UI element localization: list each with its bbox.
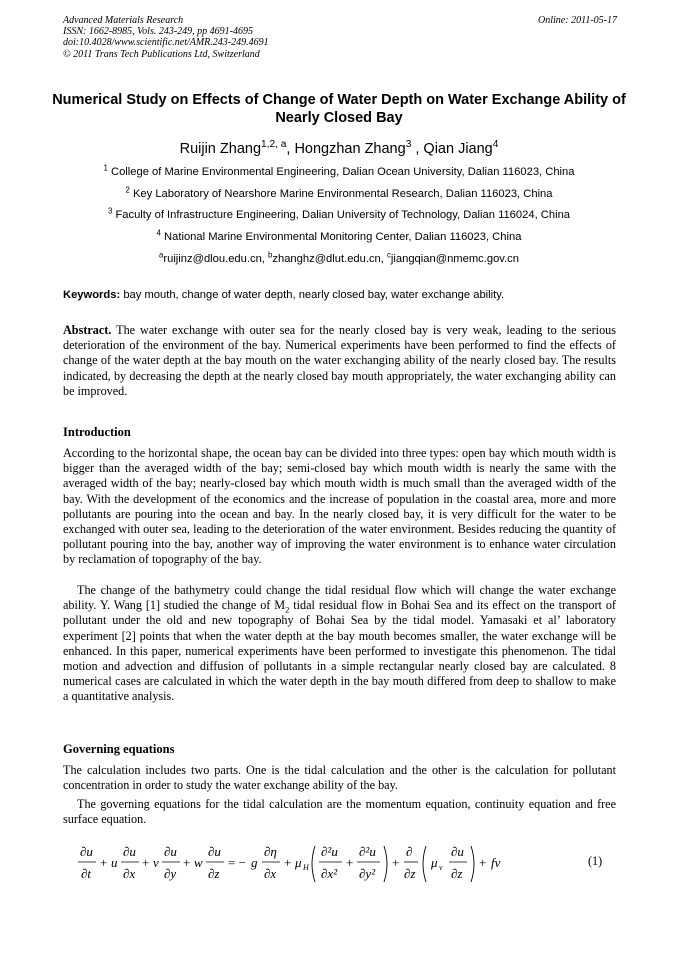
affiliation xyxy=(0,185,678,200)
svg-text:μ: μ xyxy=(431,855,438,870)
svg-text:∂x: ∂x xyxy=(123,866,136,881)
email-address[interactable]: jiangqian@nmemc.gov.cn xyxy=(390,253,519,265)
author-name: Qian Jiang xyxy=(423,141,493,157)
paper-title: Numerical Study on Effects of Change of Water Depth on Water Exchange Ability of Nearly Closed Bay xyxy=(52,92,626,126)
author-name: Hongzhan Zhang xyxy=(294,141,406,157)
affiliation-number: 3 xyxy=(107,206,113,216)
svg-text:∂y²: ∂y² xyxy=(359,866,376,881)
svg-text:v: v xyxy=(439,863,443,872)
svg-text:∂u: ∂u xyxy=(164,844,177,859)
governing-paragraph-1: The calculation includes two parts. One is the tidal calculation and the other is the calculation for pollutant concentration in order to study the water exchange ability of the bay. xyxy=(63,763,616,793)
author-separator: , xyxy=(286,141,295,157)
momentum-equation xyxy=(78,838,618,888)
email-mark: b xyxy=(268,250,273,260)
intro-paragraph-2 xyxy=(63,583,616,705)
svg-text:∂²u: ∂²u xyxy=(359,844,376,859)
svg-text:+: + xyxy=(392,855,400,870)
svg-text:= −: = − xyxy=(228,855,246,870)
svg-text:fv: fv xyxy=(491,855,501,870)
svg-text:∂u: ∂u xyxy=(80,844,93,859)
author-affiliation-mark: 1,2, a xyxy=(261,139,287,151)
svg-text:∂²u: ∂²u xyxy=(321,844,338,859)
email-line xyxy=(0,250,678,265)
svg-text:∂u: ∂u xyxy=(208,844,221,859)
author-name: Ruijin Zhang xyxy=(179,141,262,157)
m2-subscript: 2 xyxy=(285,604,290,615)
svg-text:∂: ∂ xyxy=(406,844,413,859)
section-heading-governing-equations: Governing equations xyxy=(63,742,175,756)
svg-text:w: w xyxy=(194,855,203,870)
author-affiliation-mark: 3 xyxy=(405,139,412,151)
keywords xyxy=(63,289,617,301)
doi-line: doi:10.4028/www.scientific.net/AMR.243-249.4691 xyxy=(63,37,269,49)
intro-paragraph-1: According to the horizontal shape, the ocean bay can be divided into three types: open bay which mouth width is bigger than the averaged width of the bay; semi-closed bay which mouth width is nearly the same with the averaged width of the bay; nearly-closed bay which mouth width is much small than the averaged width of the bay. With the development of the economics and the increase of population in the coastal area, more and more pollutants are pouring into the ocean and bay. In the nearly closed bay, it is very difficult for the water to be exchanged with outer sea, leading to the deterioration of the water environment. Besides reducing the quantity of pollutant pouring into the bay, another way of improving the water environment is to enhance water circulation by reclamation of topography of the bay. xyxy=(63,446,616,567)
email-mark: a xyxy=(159,250,164,260)
svg-text:+: + xyxy=(183,855,191,870)
keywords-text: bay mouth, change of water depth, nearly closed bay, water exchange ability. xyxy=(123,289,505,301)
svg-text:+: + xyxy=(479,855,487,870)
svg-text:H: H xyxy=(303,863,309,872)
section-heading-introduction: Introduction xyxy=(63,425,131,439)
svg-text:g: g xyxy=(251,855,258,870)
svg-text:∂z: ∂z xyxy=(208,866,220,881)
svg-text:+: + xyxy=(284,855,292,870)
svg-text:+: + xyxy=(346,855,354,870)
abstract-label: Abstract. xyxy=(63,323,112,337)
author-list xyxy=(0,141,678,157)
affiliation-text: Faculty of Infrastructure Engineering, Dalian University of Technology, Dalian 116024, China xyxy=(115,209,571,221)
email-mark: c xyxy=(387,250,391,260)
svg-text:∂z: ∂z xyxy=(404,866,416,881)
svg-text:v: v xyxy=(153,855,159,870)
svg-text:∂t: ∂t xyxy=(81,866,92,881)
svg-text:+: + xyxy=(142,855,150,870)
author-separator: , xyxy=(411,141,424,157)
svg-text:∂η: ∂η xyxy=(264,844,277,859)
affiliation-number: 4 xyxy=(156,228,161,238)
svg-text:∂u: ∂u xyxy=(123,844,136,859)
author-affiliation-mark: 4 xyxy=(492,139,499,151)
affiliation xyxy=(0,206,678,221)
svg-text:u: u xyxy=(111,855,118,870)
journal-name: Advanced Materials Research xyxy=(63,15,184,26)
affiliation-number: 2 xyxy=(125,185,130,195)
affiliation-text: Key Laboratory of Nearshore Marine Environmental Research, Dalian 116023, China xyxy=(132,188,553,200)
issn-line: ISSN: 1662-8985, Vols. 243-249, pp 4691-4695 xyxy=(63,26,253,38)
equation-number: (1) xyxy=(588,854,603,868)
affiliation xyxy=(0,163,678,178)
affiliation xyxy=(0,228,678,243)
svg-text:∂x²: ∂x² xyxy=(321,866,338,881)
intro-p2-text: The change of the bathymetry could change the tidal residual flow which will change the water exchange ability. Y. Wang [1] studied the change of M xyxy=(63,583,616,613)
keywords-label: Keywords: xyxy=(63,289,121,301)
affiliation-number: 1 xyxy=(103,163,108,173)
svg-text:∂x: ∂x xyxy=(264,866,277,881)
affiliation-text: College of Marine Environmental Engineering, Dalian Ocean University, Dalian 116023, China xyxy=(110,166,575,178)
email-address[interactable]: ruijinz@dlou.edu.cn, xyxy=(163,253,265,265)
svg-text:∂z: ∂z xyxy=(451,866,463,881)
intro-p2-text-cont: tidal residual flow in Bohai Sea and its effect on the transport of pollutant under the old and new topography of Bohai Sea by the tidal model. Yamasaki et al’ laboratory experiment [2] points that when the water depth at the bay mouth becomes smaller, the water exchange will be enhanced. In this paper, numerical experiments have been performed to investigate this phenomenon. The tidal motion and advection and diffusion of pollutants in a simple rectangular nearly closed bay are calculated. 8 numerical cases are calculated in which the water depth in the bay mouth differed from deep to shallow to make a quantitative analysis. xyxy=(63,598,616,704)
svg-text:μ: μ xyxy=(295,855,302,870)
governing-paragraph-2: The governing equations for the tidal calculation are the momentum equation, continuity equation and free surface equation. xyxy=(63,797,616,827)
copyright-line: © 2011 Trans Tech Publications Ltd, Switzerland xyxy=(63,48,260,60)
svg-text:∂y: ∂y xyxy=(164,866,177,881)
journal-header xyxy=(63,15,617,60)
svg-text:∂u: ∂u xyxy=(451,844,464,859)
abstract-text: The water exchange with outer sea for the nearly closed bay is very weak, leading to the serious deterioration of the environment of the bay. Numerical experiments have been performed to find the effects of change of the water depth at the bay mouth on the water exchanging ability of the nearly closed bay. The results indicated, by decreasing the depth at the nearly closed bay mouth appropriately, the water exchanging ability can be improved. xyxy=(63,323,617,398)
svg-text:+: + xyxy=(100,855,108,870)
affiliation-text: National Marine Environmental Monitoring Center, Dalian 116023, China xyxy=(164,231,522,243)
email-address[interactable]: zhanghz@dlut.edu.cn, xyxy=(272,253,384,265)
online-date: Online: 2011-05-17 xyxy=(538,15,617,26)
abstract xyxy=(63,323,616,399)
